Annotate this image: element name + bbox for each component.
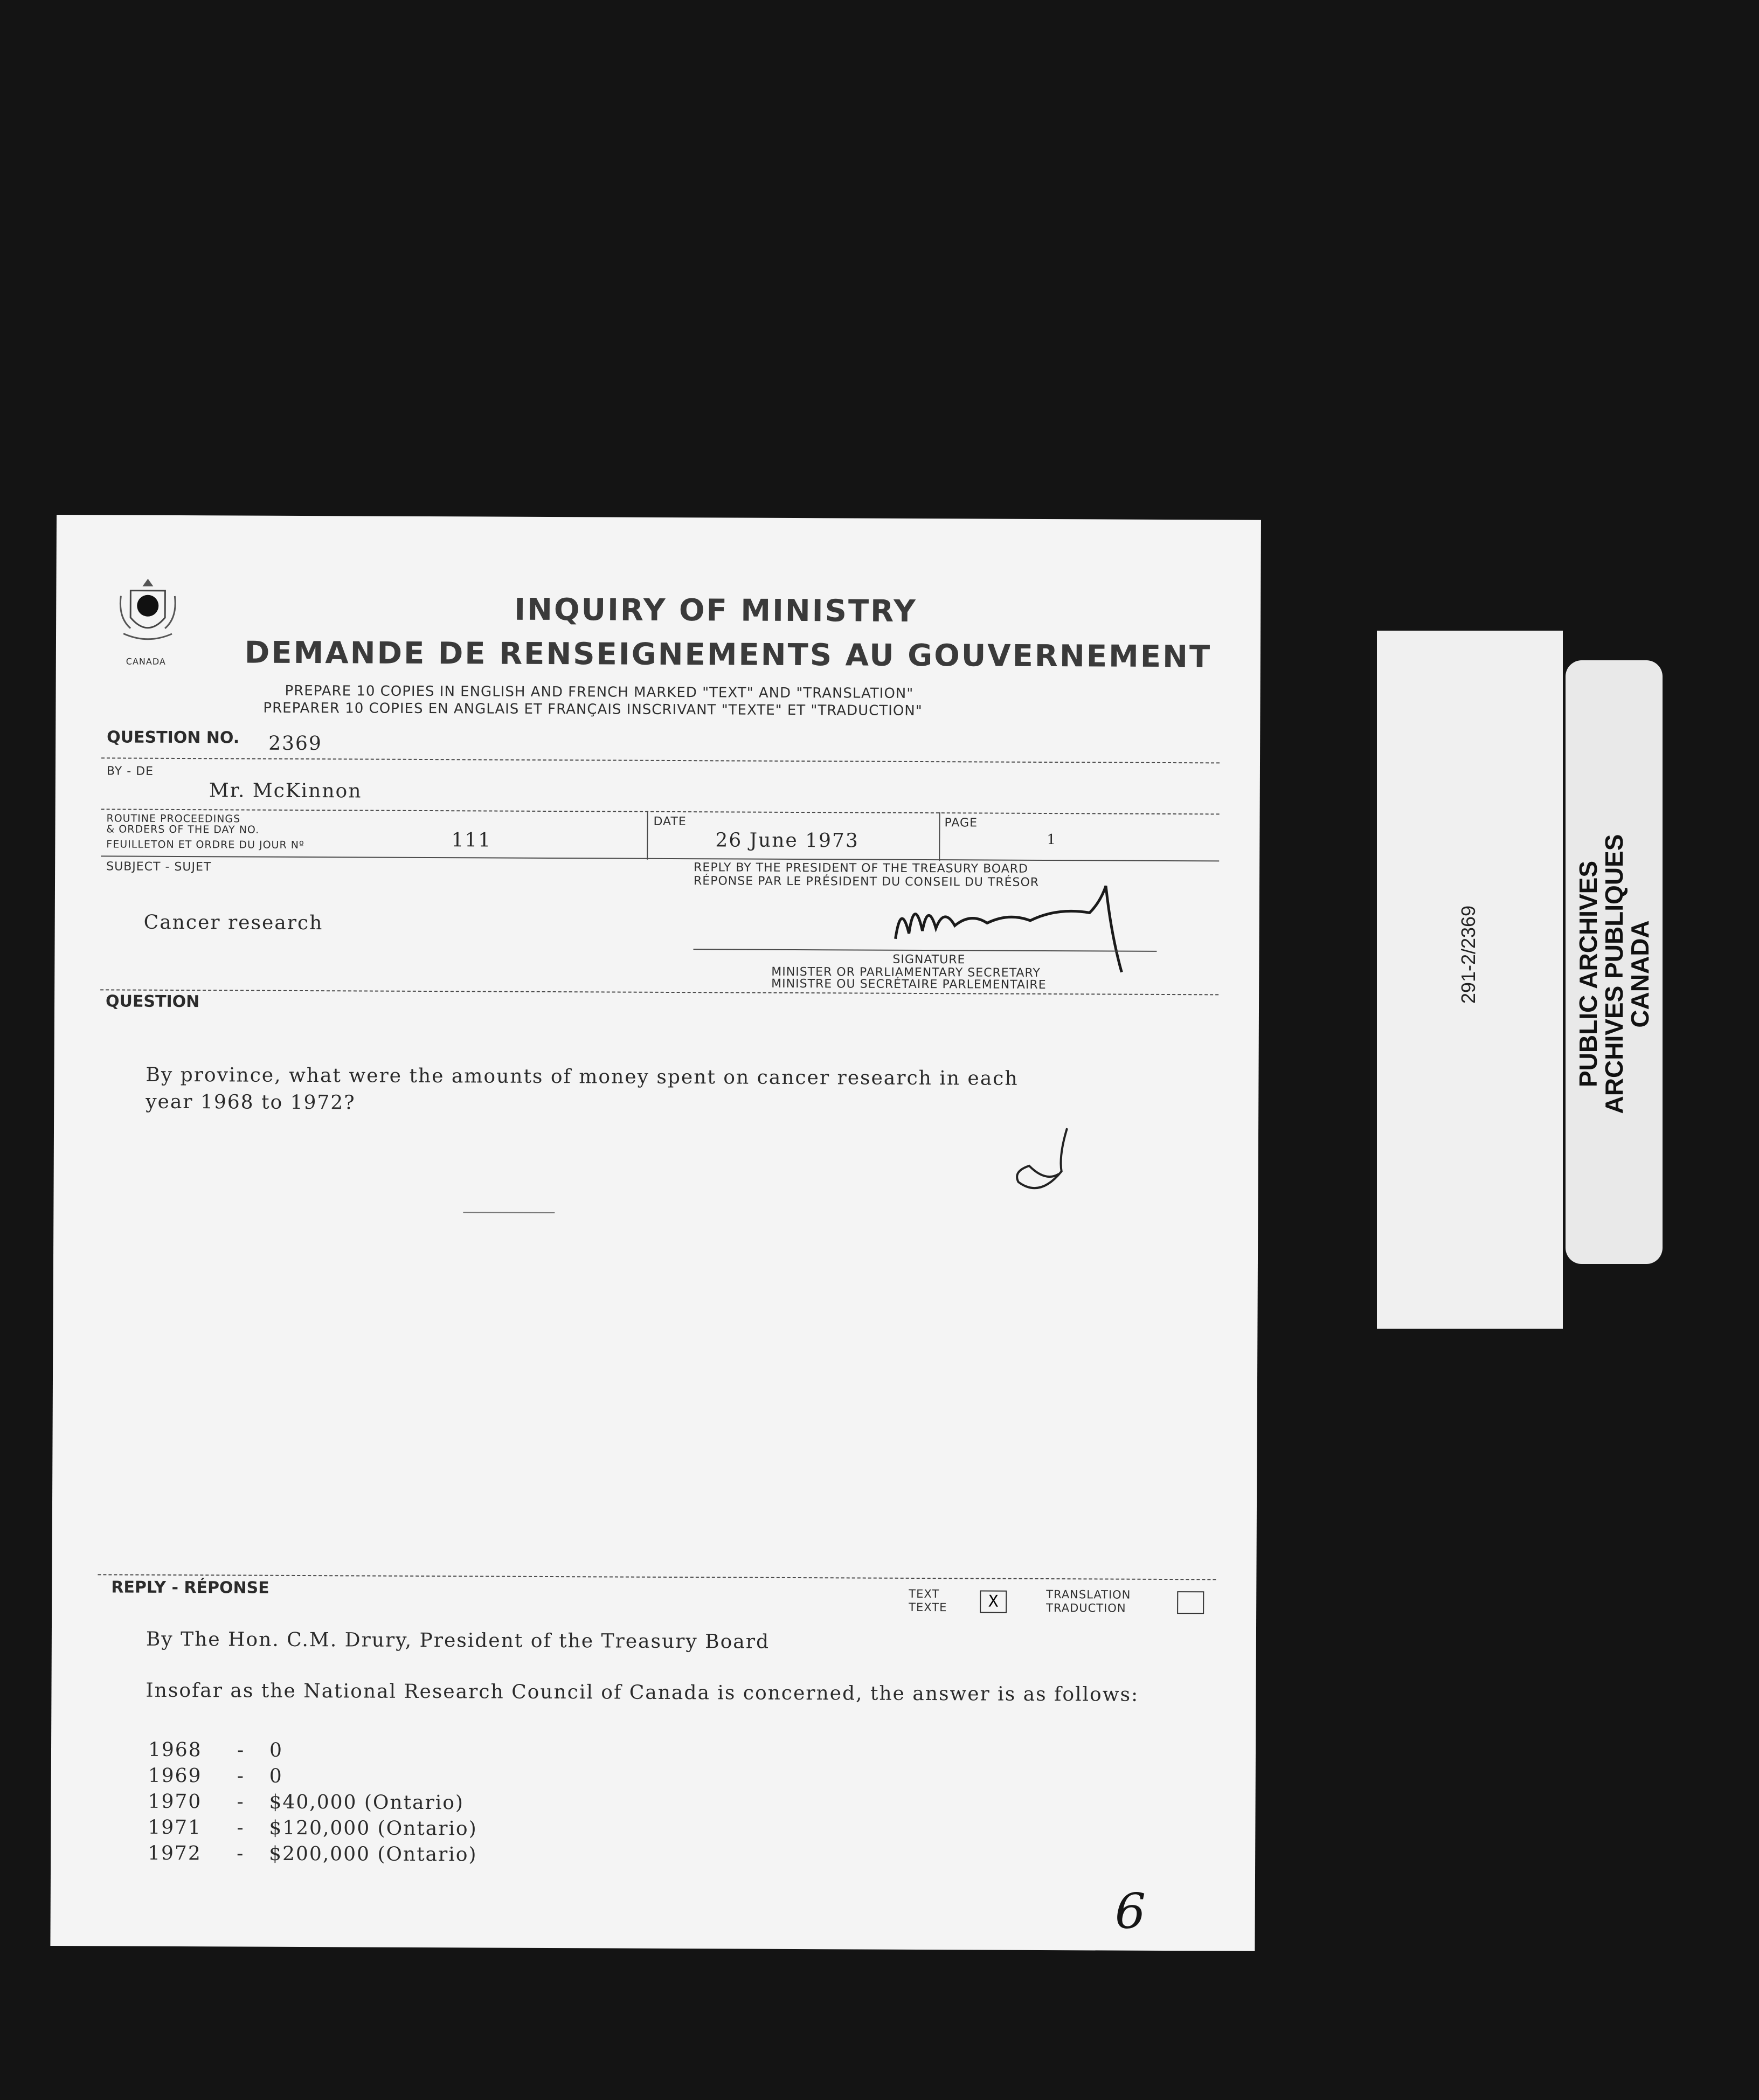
archive-stamp-tab	[1566, 660, 1663, 1264]
inquiry-form	[50, 515, 1261, 1951]
by-label: BY - DE	[106, 764, 154, 778]
archive-line-3: CANADA	[1626, 920, 1654, 1028]
translation-label-1: TRANSLATION	[1046, 1588, 1131, 1601]
title-fr: DEMANDE DE RENSEIGNEMENTS AU GOUVERNEMENT	[244, 635, 1212, 675]
archive-file-ref: 291-2/2369	[1457, 905, 1479, 1004]
question-label: QUESTION	[105, 992, 200, 1012]
amount-dash: -	[237, 1816, 245, 1839]
archive-line-1: PUBLIC ARCHIVES	[1574, 861, 1602, 1087]
archive-stamp	[1575, 802, 1653, 1146]
question-line-2: year 1968 to 1972?	[146, 1090, 356, 1114]
amount-year: 1968	[148, 1738, 202, 1761]
minister-en: MINISTER OR PARLIAMENTARY SECRETARY	[771, 965, 1041, 980]
reply-intro: Insofar as the National Research Council of Canada is concerned, the answer is as follows:	[146, 1679, 1139, 1706]
question-no-label: QUESTION NO.	[107, 728, 240, 748]
amount-year: 1969	[148, 1764, 202, 1787]
instructions-fr: PREPARER 10 COPIES EN ANGLAIS ET FRANÇAIS INSCRIVANT "TEXTE" ET "TRADUCTION"	[263, 700, 923, 720]
amount-year: 1970	[148, 1790, 202, 1813]
stray-mark	[463, 1212, 555, 1213]
reply-by-line: By The Hon. C.M. Drury, President of the Treasury Board	[146, 1628, 770, 1653]
handwritten-page-number: 6	[1114, 1883, 1146, 1940]
by-value: Mr. McKinnon	[209, 779, 362, 803]
amount-dash: -	[237, 1739, 245, 1761]
amount-value: $40,000 (Ontario)	[269, 1791, 465, 1814]
archive-line-2: ARCHIVES PUBLIQUES	[1600, 834, 1628, 1114]
routine-label-1: ROUTINE PROCEEDINGS	[106, 812, 241, 825]
reply-label: REPLY - RÉPONSE	[111, 1578, 269, 1598]
amount-value: $200,000 (Ontario)	[269, 1842, 477, 1866]
date-value: 26 June 1973	[715, 829, 859, 852]
handwritten-mark	[1008, 1123, 1084, 1193]
translation-checkbox	[1177, 1591, 1204, 1614]
amount-dash: -	[237, 1842, 245, 1865]
page-value: 1	[1047, 832, 1057, 848]
subject-value: Cancer research	[143, 911, 323, 935]
text-label-1: TEXT	[909, 1587, 940, 1601]
amount-year: 1972	[148, 1842, 202, 1865]
rule	[101, 809, 1220, 814]
rule	[101, 757, 1220, 763]
signature-label: SIGNATURE	[892, 952, 966, 967]
routine-label-2: & ORDERS OF THE DAY NO.	[106, 823, 260, 836]
date-label: DATE	[653, 814, 687, 829]
reply-by-fr: RÉPONSE PAR LE PRÉSIDENT DU CONSEIL DU TRÉSOR	[693, 874, 1040, 889]
amount-value: 0	[269, 1739, 283, 1761]
reply-by-en: REPLY BY THE PRESIDENT OF THE TREASURY BOARD	[694, 861, 1029, 876]
page-label: PAGE	[944, 816, 978, 830]
amount-year: 1971	[148, 1816, 202, 1839]
title-en: INQUIRY OF MINISTRY	[514, 592, 917, 629]
text-checkbox: X	[980, 1590, 1007, 1613]
amount-dash: -	[237, 1791, 245, 1813]
amount-dash: -	[237, 1765, 245, 1787]
translation-label-2: TRADUCTION	[1046, 1601, 1126, 1615]
routine-label-3: FEUILLETON ET ORDRE DU JOUR Nº	[106, 838, 304, 852]
amount-value: 0	[269, 1765, 283, 1787]
divider	[939, 812, 940, 861]
question-no: 2369	[268, 732, 322, 755]
text-label-2: TEXTE	[909, 1600, 947, 1614]
subject-label: SUBJECT - SUJET	[106, 860, 212, 874]
archive-reference-card	[1377, 631, 1563, 1329]
routine-no: 111	[451, 829, 492, 852]
coat-of-arms-icon	[115, 574, 181, 655]
coat-of-arms-label: CANADA	[126, 656, 166, 667]
rule	[101, 855, 1219, 861]
amount-value: $120,000 (Ontario)	[269, 1816, 477, 1840]
minister-fr: MINISTRE OU SECRÉTAIRE PARLEMENTAIRE	[771, 977, 1047, 992]
divider	[647, 811, 648, 860]
instructions-en: PREPARE 10 COPIES IN ENGLISH AND FRENCH MARKED "TEXT" AND "TRANSLATION"	[285, 682, 914, 702]
question-line-1: By province, what were the amounts of money spent on cancer research in each	[146, 1063, 1019, 1090]
rule	[100, 989, 1218, 995]
